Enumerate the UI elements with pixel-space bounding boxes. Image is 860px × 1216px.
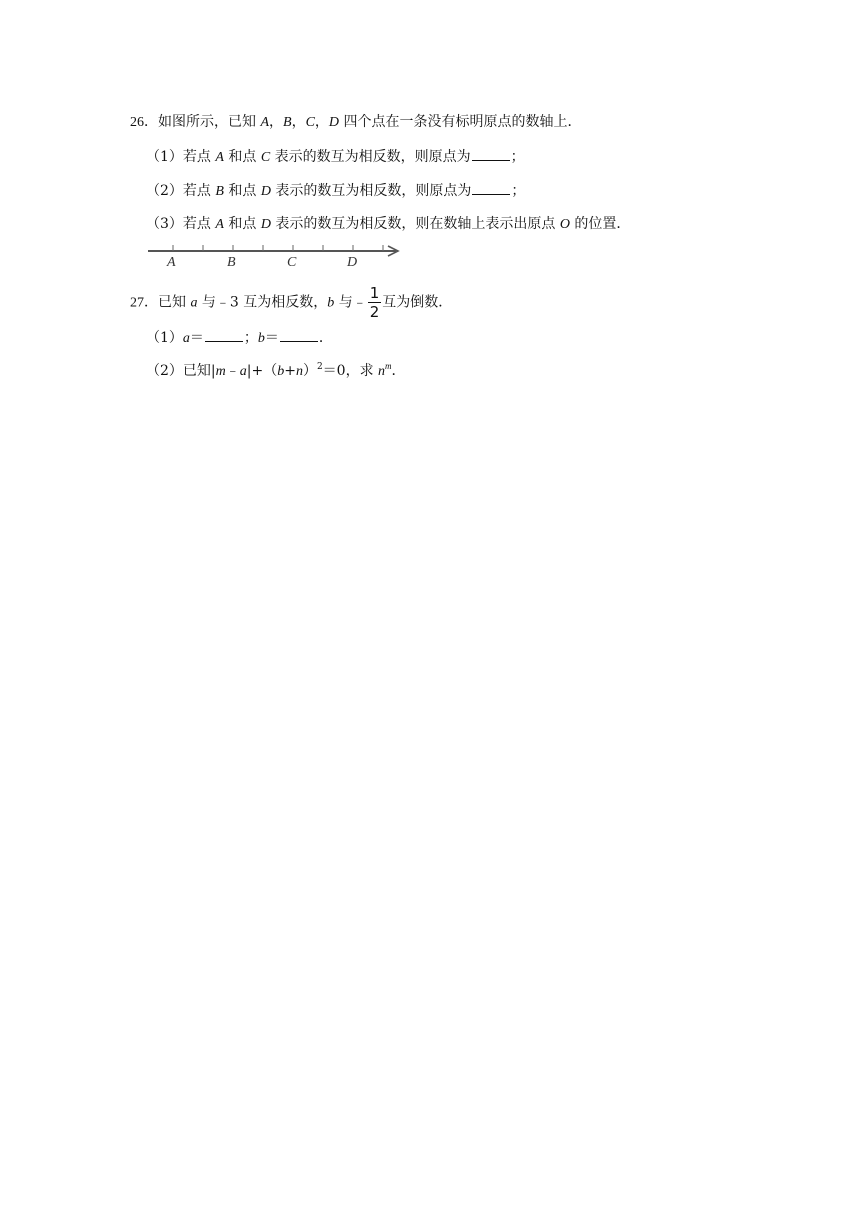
close-paren: ） (302, 363, 317, 379)
question-27-part-1 (146, 327, 333, 349)
answer-blank[interactable] (472, 146, 510, 161)
point-label: D (260, 184, 271, 199)
minus-sign: ﹣ (225, 363, 240, 379)
punctuation: ． (318, 330, 333, 346)
question-27-part-2 (146, 361, 406, 382)
variable: n (378, 364, 386, 379)
exponent: m (385, 361, 392, 371)
variable: m (215, 364, 226, 379)
equals-sign: ＝ (189, 330, 204, 346)
equation-text: ＝0，求 (322, 363, 379, 379)
stem-text: 与﹣3 互为相反数， (197, 294, 328, 311)
part-text: 表示的数互为相反数，则原点为 (270, 149, 471, 165)
punctuation: ； (510, 149, 525, 165)
number-line-label-d: D (347, 255, 358, 270)
part-label: （3）若点 (146, 216, 216, 232)
part-text: 的位置． (569, 216, 631, 232)
part-label: （2）若点 (146, 183, 216, 199)
fraction-denominator: 2 (369, 303, 380, 321)
point-label: A (215, 150, 224, 165)
part-label: （2）已知| (146, 363, 216, 379)
number-line-figure (146, 242, 406, 270)
stem-text: 四个点在一条没有标明原点的数轴上． (339, 114, 582, 130)
punctuation: ； (243, 330, 258, 346)
question-26-part-1 (146, 146, 525, 168)
part-text: 表示的数互为相反数，则原点为 (270, 183, 472, 199)
variable: b (257, 331, 265, 346)
point-label: C (305, 115, 315, 130)
operator-text: |+（ (246, 363, 278, 379)
answer-blank-b[interactable] (280, 327, 318, 342)
equals-sign: ＝ (264, 330, 279, 346)
variable: n (295, 364, 303, 379)
point-label: A (260, 115, 270, 130)
separator: ， (269, 114, 284, 130)
variable: a (182, 331, 190, 346)
question-number: 26． (130, 115, 158, 130)
punctuation: ． (391, 363, 406, 379)
point-label: D (328, 115, 340, 130)
point-label: O (559, 217, 570, 232)
variable: b (327, 295, 335, 311)
point-label: B (283, 115, 292, 130)
point-labels (166, 255, 357, 270)
question-26-part-3 (146, 214, 630, 235)
part-text: 和点 (223, 216, 261, 232)
stem-text: 已知 (158, 294, 191, 311)
minus-sign: ﹣ (352, 294, 367, 311)
answer-blank-a[interactable] (205, 327, 243, 342)
plus-sign: + (284, 363, 296, 379)
stem-text: 如图所示，已知 (158, 114, 261, 130)
fraction-numerator: 1 (369, 284, 380, 302)
fraction (368, 285, 382, 320)
separator: ， (291, 114, 306, 130)
part-text: 表示的数互为相反数，则在数轴上表示出原点 (270, 216, 560, 232)
part-label: （1）若点 (146, 149, 216, 165)
number-line-label-a: A (167, 255, 176, 270)
number-line-label-c: C (287, 255, 297, 270)
part-text: 和点 (223, 183, 261, 199)
question-27-stem (130, 285, 452, 320)
point-label: B (215, 184, 224, 199)
answer-blank[interactable] (472, 180, 510, 195)
variable: a (190, 295, 198, 311)
question-26-stem (130, 112, 582, 133)
stem-text: 与 (334, 294, 353, 311)
variable: a (239, 364, 247, 379)
point-label: C (260, 150, 271, 165)
variable: b (277, 364, 285, 379)
punctuation: ； (511, 183, 526, 199)
part-label: （1） (146, 330, 183, 346)
stem-text: 互为倒数． (382, 294, 453, 311)
exponent: 2 (316, 362, 323, 372)
part-text: 和点 (223, 149, 261, 165)
point-label: D (260, 217, 271, 232)
number-line-label-b: B (227, 255, 236, 270)
question-number: 27． (130, 295, 158, 311)
question-26-part-2 (146, 180, 525, 202)
separator: ， (314, 114, 329, 130)
point-label: A (215, 217, 224, 232)
